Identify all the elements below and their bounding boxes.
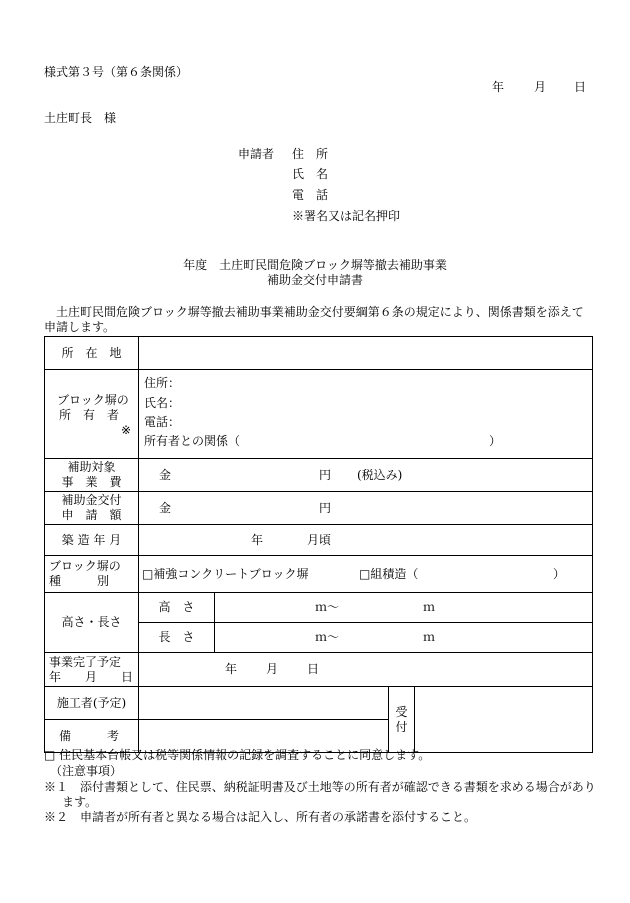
date-day-label: 日 xyxy=(574,80,587,94)
apply-yen-mark: 金 xyxy=(159,501,172,515)
application-table xyxy=(44,336,593,753)
cost-label-line1: 補助対象 xyxy=(67,460,116,474)
note-1: ※１ 添付書類として、住民票、納税証明書及び土地等の所有者が確認できる書類を求める場合があります。 xyxy=(44,780,596,809)
cost-label-line2: 事 業 費 xyxy=(61,475,122,489)
form-title-line2: 補助金交付申請書 xyxy=(266,273,363,287)
length-field[interactable] xyxy=(215,623,593,653)
apply-amount-row xyxy=(45,492,593,525)
cost-unit: 円 xyxy=(319,468,332,482)
applicant-name-label: 氏 名 xyxy=(292,167,329,181)
height-field[interactable] xyxy=(215,593,593,623)
type-option-masonry[interactable]: □組積造（ xyxy=(359,567,419,581)
completion-field[interactable] xyxy=(139,653,593,687)
note-2: ※２ 申請者が所有者と異なる場合は記入し、所有者の承諾書を添付すること。 xyxy=(44,810,477,824)
owner-relation-label: 所有者との関係（ xyxy=(144,434,241,448)
complete-month-label: 月 xyxy=(266,662,279,676)
date-month-label: 月 xyxy=(534,80,547,94)
height-label: 高 さ xyxy=(139,593,215,623)
length-range-mark: ｍ～ xyxy=(315,630,340,644)
built-date-row xyxy=(45,525,593,556)
type-row xyxy=(45,556,593,593)
addressee: 土庄町長 様 xyxy=(44,111,117,125)
owner-relation-close: ） xyxy=(489,434,502,448)
applicant-phone-label: 電 話 xyxy=(292,188,329,202)
contractor-label: 施工者(予定) xyxy=(45,687,139,720)
owner-phone-label: 電話： xyxy=(144,415,181,429)
cost-yen-mark: 金 xyxy=(159,468,172,482)
location-field[interactable] xyxy=(139,337,593,370)
received-label: 受付 xyxy=(395,704,408,734)
applicant-signature-note: ※署名又は記名押印 xyxy=(292,209,401,223)
size-label: 高さ・長さ xyxy=(45,593,139,653)
applicant-label: 申請者 xyxy=(238,147,275,161)
apply-unit: 円 xyxy=(319,501,332,515)
height-row xyxy=(45,593,593,623)
complete-label-line1: 事業完了予定 xyxy=(49,655,122,669)
applicant-address-label: 住 所 xyxy=(292,147,329,161)
consent-checkbox[interactable]: □ 住民基本台帳又は税等関係情報の記録を調査することに同意します。 xyxy=(44,748,431,762)
cost-tax-note: (税込み) xyxy=(357,468,403,482)
type-field xyxy=(139,556,593,593)
built-year-label: 年 xyxy=(251,533,264,547)
type-label-line1: ブロック塀の xyxy=(49,559,121,573)
contractor-row xyxy=(45,687,593,720)
owner-label-line1: ブロック塀の xyxy=(57,393,129,407)
remarks-label: 備 考 xyxy=(59,728,120,743)
form-number: 様式第３号（第６条関係） xyxy=(44,65,189,79)
notes-heading: （注意事項） xyxy=(50,764,123,778)
owner-address-label: 住所： xyxy=(144,376,181,390)
contractor-field[interactable] xyxy=(139,687,389,720)
owner-label-line2: 所 有 者 xyxy=(59,408,120,422)
form-title-line1: 年度 土庄町民間危険ブロック塀等撤去補助事業 xyxy=(183,258,447,272)
height-range-mark: ｍ～ xyxy=(315,600,340,614)
owner-label-mark: ※ xyxy=(121,423,132,437)
built-month-label: 月頃 xyxy=(307,533,332,547)
length-unit: ｍ xyxy=(423,630,436,644)
type-option-reinforced[interactable]: □補強コンクリートブロック塀 xyxy=(142,567,309,581)
owner-row xyxy=(45,370,593,459)
received-stamp-box xyxy=(415,687,593,753)
completion-row xyxy=(45,653,593,687)
date-year-label: 年 xyxy=(492,80,505,94)
owner-name-label: 氏名： xyxy=(144,396,181,410)
cost-field[interactable] xyxy=(139,459,593,492)
built-date-field[interactable] xyxy=(139,525,593,556)
location-label: 所 在 地 xyxy=(45,337,139,370)
length-label: 長 さ xyxy=(139,623,215,653)
owner-field[interactable] xyxy=(139,370,593,459)
intro-paragraph: 土庄町民間危険ブロック塀等撤去補助事業補助金交付要綱第６条の規定により、関係書類を添えて申請します。 xyxy=(44,305,584,334)
apply-label-line2: 申 請 額 xyxy=(61,508,122,522)
location-row xyxy=(45,337,593,370)
complete-year-label: 年 xyxy=(225,662,238,676)
complete-label-line2: 年 月 日 xyxy=(49,670,134,684)
built-label: 築 造 年 月 xyxy=(45,525,139,556)
type-label-line2: 種 別 xyxy=(49,574,110,588)
cost-row xyxy=(45,459,593,492)
height-unit: ｍ xyxy=(423,600,436,614)
apply-amount-field[interactable] xyxy=(139,492,593,525)
type-option-masonry-close: ） xyxy=(553,567,566,581)
complete-day-label: 日 xyxy=(307,662,320,676)
apply-label-line1: 補助金交付 xyxy=(61,493,122,507)
